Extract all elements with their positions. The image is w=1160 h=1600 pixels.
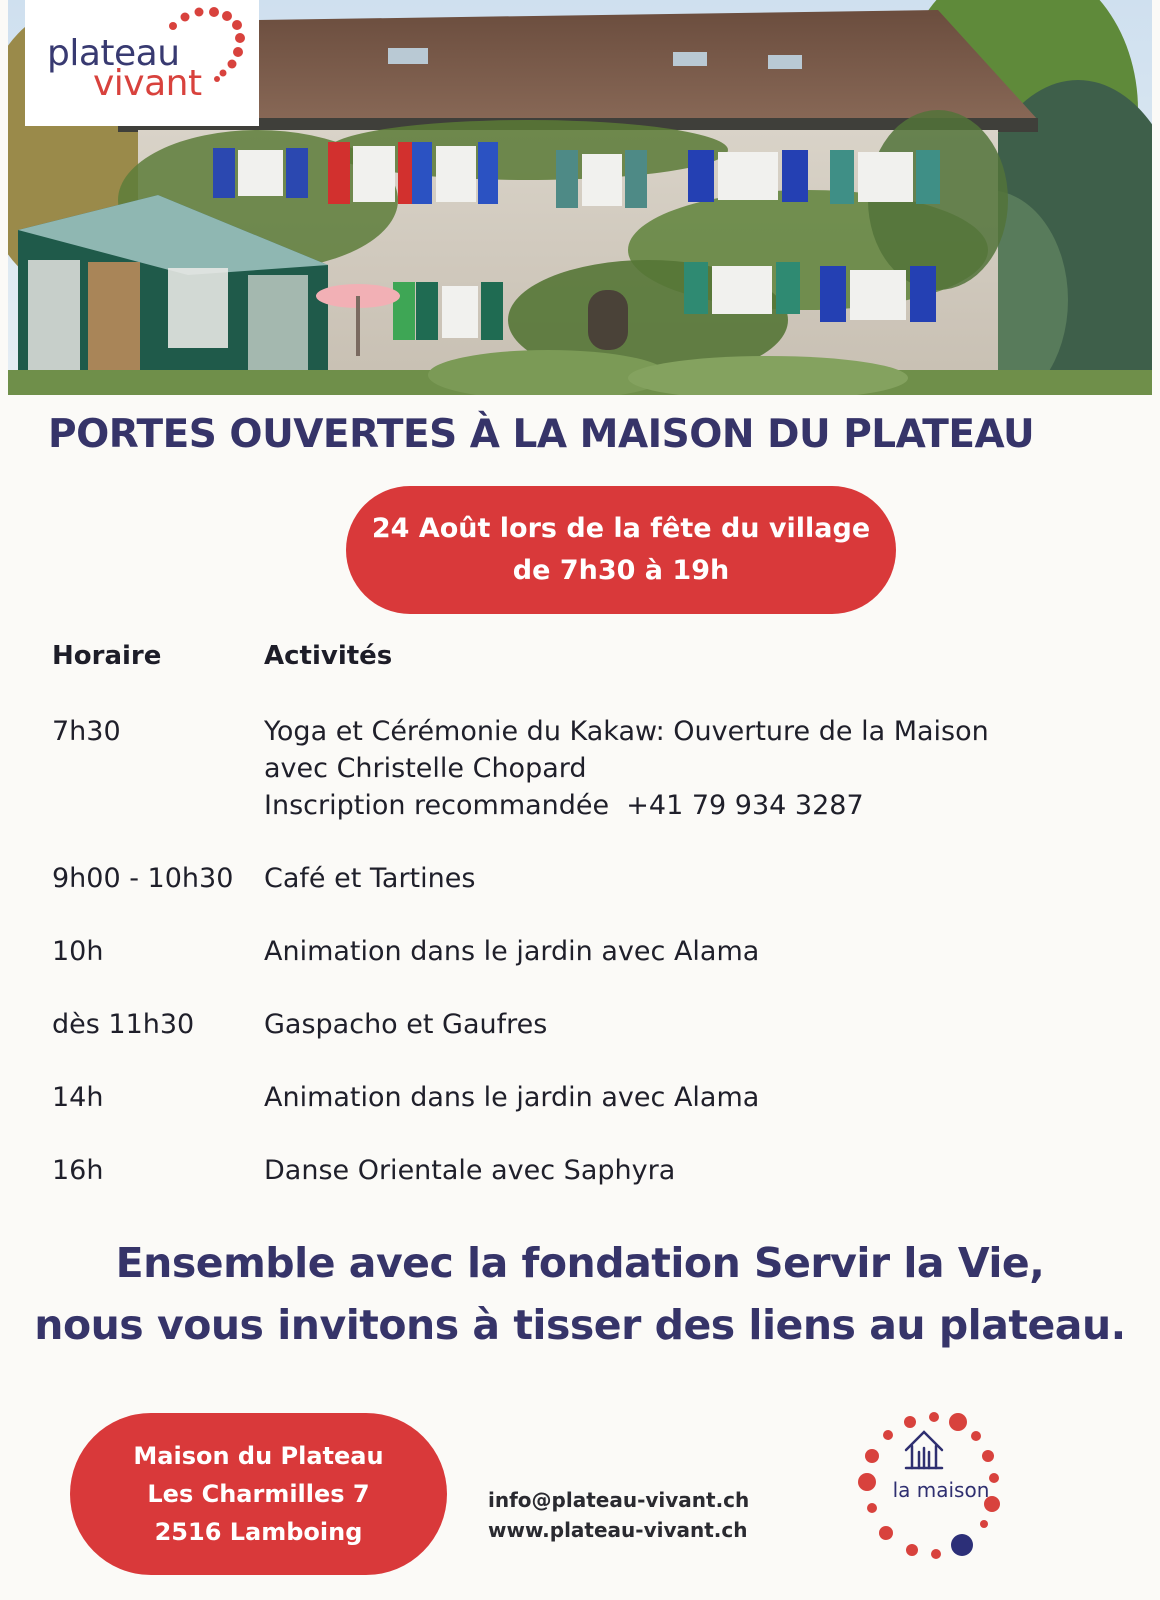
activity-line: Gaspacho et Gaufres bbox=[264, 1009, 548, 1040]
contact-info bbox=[488, 1485, 749, 1545]
activity-line: Yoga et Cérémonie du Kakaw: Ouverture de la Maison bbox=[264, 716, 989, 747]
schedule-activity bbox=[264, 860, 1112, 897]
schedule-header bbox=[52, 641, 1112, 713]
schedule-time: 7h30 bbox=[52, 716, 121, 747]
activity-line: Café et Tartines bbox=[264, 863, 476, 894]
email-link[interactable]: info@plateau-vivant.ch bbox=[488, 1488, 750, 1512]
schedule-row bbox=[52, 860, 1112, 897]
date-line: 24 Août lors de la fête du village bbox=[371, 513, 871, 545]
schedule-activity bbox=[264, 1006, 1112, 1043]
invitation-line: nous vous invitons à tisser des liens au plateau. bbox=[34, 1301, 1126, 1349]
activity-line: Inscription recommandée +41 79 934 3287 bbox=[264, 790, 864, 821]
schedule-table bbox=[52, 641, 1112, 1225]
address-badge bbox=[70, 1413, 447, 1575]
logo-word-vivant: vivant bbox=[93, 63, 202, 104]
schedule-row bbox=[52, 933, 1112, 970]
schedule-time: 16h bbox=[52, 1155, 104, 1186]
address-name: Maison du Plateau bbox=[133, 1442, 384, 1470]
page-title: PORTES OUVERTES À LA MAISON DU PLATEAU bbox=[48, 412, 1035, 457]
la-maison-logo bbox=[858, 1412, 1024, 1582]
schedule-time: 10h bbox=[52, 936, 104, 967]
address-city: 2516 Lamboing bbox=[154, 1518, 363, 1546]
schedule-activity bbox=[264, 1152, 1112, 1189]
invitation-text bbox=[0, 1232, 1160, 1356]
activity-line: Animation dans le jardin avec Alama bbox=[264, 1082, 760, 1113]
activity-line: Animation dans le jardin avec Alama bbox=[264, 936, 760, 967]
schedule-row bbox=[52, 1006, 1112, 1043]
schedule-activity bbox=[264, 933, 1112, 970]
house-icon bbox=[906, 1432, 942, 1468]
activity-line: Danse Orientale avec Saphyra bbox=[264, 1155, 676, 1186]
header-activity: Activités bbox=[264, 641, 393, 671]
schedule-activity bbox=[264, 713, 1112, 824]
la-maison-label: la maison bbox=[892, 1478, 990, 1502]
schedule-activity bbox=[264, 1079, 1112, 1116]
invitation-line: Ensemble avec la fondation Servir la Vie, bbox=[115, 1239, 1045, 1287]
website-link[interactable]: www.plateau-vivant.ch bbox=[488, 1518, 748, 1542]
header-time: Horaire bbox=[52, 641, 162, 671]
schedule-time: dès 11h30 bbox=[52, 1009, 195, 1040]
date-badge bbox=[346, 486, 896, 614]
activity-line: avec Christelle Chopard bbox=[264, 753, 587, 784]
schedule-time: 9h00 - 10h30 bbox=[52, 863, 234, 894]
plateau-vivant-logo bbox=[25, 0, 259, 126]
schedule-time: 14h bbox=[52, 1082, 104, 1113]
address-street: Les Charmilles 7 bbox=[147, 1480, 370, 1508]
hours-line: de 7h30 à 19h bbox=[512, 555, 730, 586]
schedule-row bbox=[52, 1079, 1112, 1116]
schedule-row bbox=[52, 713, 1112, 824]
logo-word-plateau: plateau bbox=[47, 33, 180, 74]
schedule-row bbox=[52, 1152, 1112, 1189]
